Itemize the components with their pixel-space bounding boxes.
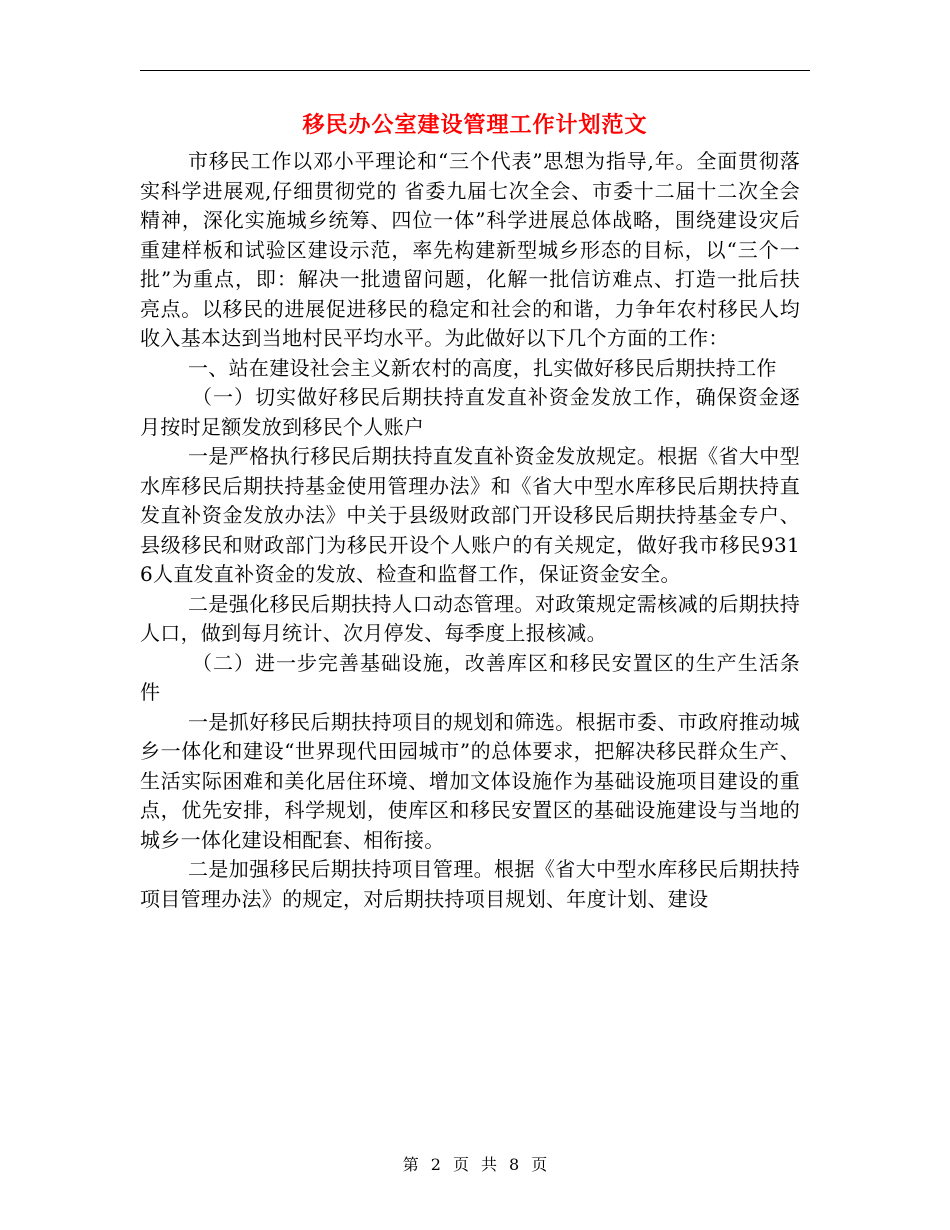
paragraph-intro: 市移民工作以邓小平理论和“三个代表”思想为指导,年。全面贯彻落实科学进展观,仔细贯彻党的 省委九届七次全会、市委十二届十二次全会精神，深化实施城乡统筹、四位一体”科学进展总体战略，围绕建设灾后重建样板和试验区建设示范，率先构建新型城乡形态的目标，以“三个一批”为重点，即：解决一批遗留问题，化解一批信访难点、打造一批后扶亮点。以移民的进展促进移民的稳定和社会的和谐，力争年农村移民人均收入基本达到当地村民平均水平。为此做好以下几个方面的工作： bbox=[140, 149, 800, 350]
footer-prefix: 第 bbox=[402, 1155, 419, 1174]
paragraph-item-1-2: 二是强化移民后期扶持人口动态管理。对政策规定需核减的后期扶持人口，做到每月统计、次月停发、每季度上报核减。 bbox=[140, 591, 800, 645]
paragraph-item-2-2: 二是加强移民后期扶持项目管理。根据《省大中型水库移民后期扶持项目管理办法》的规定，对后期扶持项目规划、年度计划、建设 bbox=[140, 857, 800, 911]
footer-total-word: 共 bbox=[481, 1155, 498, 1174]
paragraph-subsection-1: （一）切实做好移民后期扶持直发直补资金发放工作，确保资金逐月按时足额发放到移民个人账户 bbox=[140, 385, 800, 439]
total-pages: 8 bbox=[509, 1155, 520, 1174]
paragraph-item-1-1: 一是严格执行移民后期扶持直发直补资金发放规定。根据《省大中型水库移民后期扶持基金使用管理办法》和《省大中型水库移民后期扶持直发直补资金发放办法》中关于县级财政部门开设移民后期扶持基金专户、县级移民和财政部门为移民开设个人账户的有关规定，做好我市移民9316人直发直补资金的发放、检查和监督工作，保证资金安全。 bbox=[140, 444, 800, 586]
paragraph-subsection-2: （二）进一步完善基础设施，改善库区和移民安置区的生产生活条件 bbox=[140, 650, 800, 704]
footer-page-word: 页 bbox=[452, 1155, 469, 1174]
header-rule bbox=[140, 70, 810, 71]
paragraph-item-2-1: 一是抓好移民后期扶持项目的规划和筛选。根据市委、市政府推动城乡一体化和建设“世界现代田园城市”的总体要求，把解决移民群众生产、生活实际困难和美化居住环境、增加文体设施作为基础设施项目建设的重点，优先安排，科学规划，使库区和移民安置区的基础设施建设与当地的城乡一体化建设相配套、相衔接。 bbox=[140, 709, 800, 852]
document-body bbox=[140, 147, 800, 914]
page-footer bbox=[140, 1154, 810, 1176]
paragraph-section-1: 一、站在建设社会主义新农村的高度，扎实做好移民后期扶持工作 bbox=[188, 355, 777, 380]
document-title: 移民办公室建设管理工作计划范文 bbox=[302, 113, 648, 138]
footer-suffix: 页 bbox=[531, 1155, 548, 1174]
page-number: 2 bbox=[430, 1155, 441, 1174]
